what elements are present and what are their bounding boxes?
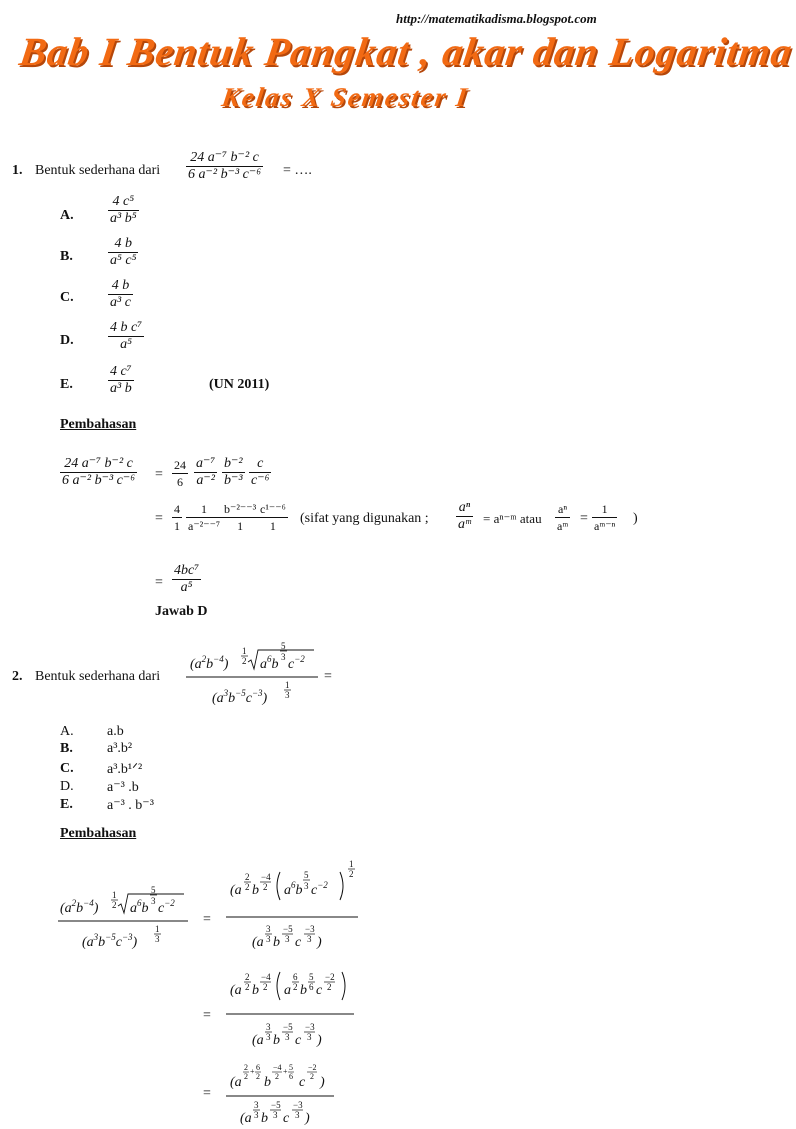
q1-option-c-den: a³ c <box>110 295 131 310</box>
q1-step1-factor-3-num: b⁻² <box>224 456 243 471</box>
svg-text:2: 2 <box>349 869 354 879</box>
q2-step3-equals: = <box>203 1086 211 1101</box>
q1-option-b[interactable] <box>108 236 138 269</box>
svg-text:): ) <box>305 1111 310 1126</box>
chapter-title: Bab I Bentuk Pangkat , akar dan Logaritma <box>16 29 796 74</box>
q1-result-den: a⁵ <box>180 580 193 595</box>
svg-text:2: 2 <box>245 972 250 982</box>
svg-text:2: 2 <box>244 1063 248 1072</box>
q1-property-frac-2-den: aᵐ <box>557 519 569 533</box>
svg-text:5: 5 <box>309 972 314 982</box>
svg-text:): ) <box>317 935 322 950</box>
svg-text:5: 5 <box>289 1063 293 1072</box>
q1-step1-factor-3-den: b⁻³ <box>224 473 243 488</box>
svg-text:b: b <box>252 983 259 998</box>
svg-text:(a3b−5c−3): $(a^3b^{-5}c^{-3})$ <box>212 688 268 706</box>
svg-text:a6b: $a^6b$ <box>284 880 303 898</box>
q1-result <box>172 563 201 596</box>
svg-text:−4: −4 <box>261 972 271 982</box>
svg-text:2: 2 <box>112 900 117 910</box>
svg-text:5: 5 <box>281 641 286 651</box>
q1-step2-factor-3-num: b⁻²⁻⁻³ <box>224 502 257 516</box>
q1-answer: Jawab D <box>155 604 208 619</box>
svg-text:a: a <box>284 983 291 998</box>
q2-option-e[interactable]: a⁻³ . b⁻³ <box>107 798 154 813</box>
svg-text:c−2: $c^{-2}$ <box>311 880 328 898</box>
q1-step1-factor-1 <box>172 457 188 490</box>
svg-text:b: b <box>261 1111 268 1126</box>
svg-text:−5: −5 <box>271 1100 281 1110</box>
q1-step1-lhs-num: 24 a⁻⁷ b⁻² c <box>60 456 137 473</box>
svg-text:2: 2 <box>275 1072 279 1081</box>
q2-option-d[interactable]: a⁻³ .b <box>107 780 139 795</box>
svg-text:3: 3 <box>285 1032 290 1042</box>
q1-expression-denominator: 6 a⁻² b⁻³ c⁻⁶ <box>188 167 262 182</box>
q1-option-a[interactable] <box>108 194 139 227</box>
q1-step1-factor-1-num: 24 <box>174 458 186 472</box>
svg-text:5: 5 <box>304 870 309 880</box>
svg-text:2: 2 <box>242 656 247 666</box>
svg-text:+: + <box>283 1067 288 1076</box>
q1-step2-factor-4-den: 1 <box>269 519 276 533</box>
svg-text:c: c <box>299 1075 306 1090</box>
svg-text:3: 3 <box>266 1032 271 1042</box>
q2-question-text: Bentuk sederhana dari <box>35 669 161 684</box>
q2-step1-rhs <box>222 860 362 956</box>
q1-step1-factor-4-num: c <box>249 456 271 473</box>
q1-option-a-letter: A. <box>60 208 74 223</box>
q1-option-d-letter: D. <box>60 333 74 348</box>
q1-step1-factor-2 <box>194 456 217 489</box>
svg-text:−4: −4 <box>273 1063 282 1072</box>
svg-text:3: 3 <box>266 924 271 934</box>
q1-option-b-den: a⁵ c⁵ <box>110 253 137 268</box>
q1-property-frac-3 <box>592 501 617 534</box>
svg-text:3: 3 <box>254 1100 259 1110</box>
svg-text:(a2b−4): $(a^2b^{-4})$ <box>190 654 229 672</box>
svg-text:3: 3 <box>307 1032 312 1042</box>
svg-text:3: 3 <box>281 652 286 662</box>
svg-text:1: 1 <box>242 646 247 656</box>
svg-text:+: + <box>250 1067 255 1076</box>
svg-text:2: 2 <box>263 882 268 892</box>
svg-text:3: 3 <box>307 934 312 944</box>
svg-text:(a: (a <box>230 983 242 998</box>
svg-text:): ) <box>320 1075 325 1090</box>
svg-text:3: 3 <box>151 896 156 906</box>
class-subtitle: Kelas X Semester I <box>219 82 471 112</box>
svg-text:6: 6 <box>256 1063 260 1072</box>
q1-expression <box>186 150 263 183</box>
svg-text:1: 1 <box>112 890 117 900</box>
q1-question-tail: = …. <box>283 163 312 178</box>
q1-option-d-den: a⁵ <box>120 337 132 352</box>
svg-text:a6b: $a^6b$ <box>130 898 149 916</box>
svg-text:c: c <box>316 983 323 998</box>
q1-step2-factor-1-den: 1 <box>174 519 180 533</box>
q1-step2-factor-3 <box>222 501 258 534</box>
q1-property-frac-3-den: aᵐ⁻ⁿ <box>594 519 616 533</box>
q2-step1-equals: = <box>203 912 211 927</box>
q2-option-a-letter: A. <box>60 724 74 739</box>
svg-text:2: 2 <box>327 982 332 992</box>
svg-text:3: 3 <box>254 1110 259 1120</box>
q1-discussion-label: Pembahasan <box>60 417 137 432</box>
svg-text:b: b <box>273 1033 280 1048</box>
q1-step2-factor-2-den: a⁻²⁻⁻⁷ <box>188 519 221 533</box>
q1-step2-factor-1-num: 4 <box>174 502 180 516</box>
svg-text:b: b <box>273 935 280 950</box>
q1-property-text: (sifat yang digunakan ; <box>300 511 429 526</box>
svg-text:1: 1 <box>349 859 354 869</box>
q1-option-a-num: 4 c⁵ <box>108 194 139 211</box>
q2-question-tail: = <box>324 669 332 684</box>
svg-text:(a: (a <box>230 883 242 898</box>
svg-text:(a: (a <box>230 1075 242 1090</box>
q2-step1-lhs <box>56 880 196 956</box>
blog-url: http://matematikadisma.blogspot.com <box>396 11 597 26</box>
q1-step1-factor-2-den: a⁻² <box>196 473 215 488</box>
svg-text:3: 3 <box>266 1022 271 1032</box>
q2-option-c[interactable]: a³.b¹ᐟ² <box>107 762 143 777</box>
svg-text:−3: −3 <box>305 1022 315 1032</box>
q2-step2-equals: = <box>203 1008 211 1023</box>
q1-step2-factor-2 <box>186 501 222 534</box>
svg-text:(a: (a <box>252 935 264 950</box>
q1-option-b-num: 4 b <box>108 236 138 253</box>
svg-text:6: 6 <box>289 1072 293 1081</box>
svg-text:(a: (a <box>252 1033 264 1048</box>
q2-option-b[interactable]: a³.b² <box>107 741 133 756</box>
svg-text:1: 1 <box>285 680 290 690</box>
q1-step2-factor-3-den: 1 <box>237 519 244 533</box>
q1-step1-lhs-den: 6 a⁻² b⁻³ c⁻⁶ <box>62 473 136 488</box>
q1-source: (UN 2011) <box>209 377 270 392</box>
q1-property-frac-1-den: aᵐ <box>458 517 471 532</box>
svg-text:−4: −4 <box>261 872 271 882</box>
q1-property-frac-2-num: aⁿ <box>555 501 570 518</box>
q1-property-frac-2 <box>555 501 570 534</box>
q1-step2-factor-4-num: c¹⁻⁻⁶ <box>260 502 286 516</box>
svg-text:3: 3 <box>266 934 271 944</box>
q2-option-a[interactable]: a.b <box>107 724 124 739</box>
q1-option-d-num: 4 b c⁷ <box>110 320 143 335</box>
q1-property-frac-3-num: 1 <box>592 501 617 518</box>
q1-option-e-letter: E. <box>60 377 73 392</box>
svg-text:3: 3 <box>285 690 290 700</box>
svg-text:(a2b−4): $(a^2b^{-4})$ <box>60 898 99 916</box>
svg-text:c−2: $c^{-2}$ <box>158 898 175 916</box>
q1-option-c-num: 4 b <box>108 278 133 295</box>
q1-step1-lhs <box>60 456 137 489</box>
svg-text:2: 2 <box>310 1072 314 1081</box>
svg-text:3: 3 <box>285 934 290 944</box>
q1-option-c[interactable] <box>108 278 133 311</box>
svg-text:c: c <box>295 935 302 950</box>
q2-number: 2. <box>12 669 23 684</box>
q1-number: 1. <box>12 163 23 178</box>
q1-step2-factor-2-num: 1 <box>186 501 222 518</box>
q1-option-c-letter: C. <box>60 290 74 305</box>
svg-text:5: 5 <box>151 885 156 895</box>
svg-text:6: 6 <box>293 972 298 982</box>
svg-text:a6b: $a^6b$ <box>260 654 279 672</box>
q2-expression <box>182 636 332 712</box>
svg-text:3: 3 <box>304 881 309 891</box>
q1-property-equals: = aⁿ⁻ᵐ atau <box>483 511 542 526</box>
svg-text:): ) <box>317 1033 322 1048</box>
q1-expression-numerator: 24 a⁻⁷ b⁻² c <box>186 150 263 167</box>
svg-text:c: c <box>283 1111 290 1126</box>
svg-text:c: c <box>295 1033 302 1048</box>
svg-text:2: 2 <box>245 882 250 892</box>
q2-step2-rhs <box>222 962 362 1054</box>
q2-option-b-letter: B. <box>60 741 73 756</box>
svg-text:2: 2 <box>293 982 298 992</box>
svg-text:−2: −2 <box>308 1063 317 1072</box>
svg-text:6: 6 <box>309 982 314 992</box>
svg-text:3: 3 <box>155 934 160 944</box>
q1-property-close: ) <box>633 511 638 526</box>
q1-step2-factor-1 <box>172 501 182 534</box>
q1-option-d[interactable] <box>108 320 144 353</box>
svg-text:−5: −5 <box>283 1022 293 1032</box>
svg-text:2: 2 <box>256 1072 260 1081</box>
q1-question-text: Bentuk sederhana dari <box>35 163 161 178</box>
q1-result-num: 4bc⁷ <box>174 563 200 578</box>
q1-step2-factor-4 <box>258 501 288 534</box>
q1-property-frac-1-num: aⁿ <box>456 500 473 517</box>
svg-text:b: b <box>264 1075 271 1090</box>
q1-option-e[interactable] <box>108 364 134 397</box>
svg-text:−2: −2 <box>325 972 335 982</box>
svg-text:2: 2 <box>263 982 268 992</box>
svg-text:(a3b−5c−3): $(a^3b^{-5}c^{-3})$ <box>82 932 138 950</box>
svg-text:−3: −3 <box>293 1100 303 1110</box>
q1-option-e-den: a³ b <box>110 381 132 396</box>
svg-text:3: 3 <box>273 1110 278 1120</box>
q1-step1-factor-1-den: 6 <box>177 475 183 489</box>
q1-step2-equals: = <box>155 511 163 526</box>
svg-text:2: 2 <box>245 982 250 992</box>
q2-option-c-letter: C. <box>60 761 74 776</box>
q2-option-e-letter: E. <box>60 797 73 812</box>
svg-text:−5: −5 <box>283 924 293 934</box>
svg-text:(a: (a <box>240 1111 252 1126</box>
q2-step3-rhs <box>222 1056 362 1128</box>
q1-step1-factor-3 <box>222 456 245 489</box>
svg-text:c−2: $c^{-2}$ <box>288 654 305 672</box>
q1-step1-factor-4-den: c⁻⁶ <box>251 473 270 488</box>
q1-option-e-num: 4 c⁷ <box>108 364 134 381</box>
q1-step1-factor-2-num: a⁻⁷ <box>196 456 216 471</box>
svg-text:2: 2 <box>245 872 250 882</box>
q1-option-b-letter: B. <box>60 249 73 264</box>
svg-text:b: b <box>252 883 259 898</box>
svg-text:b: b <box>300 983 307 998</box>
svg-text:1: 1 <box>155 924 160 934</box>
q1-step1-equals: = <box>155 467 163 482</box>
q1-result-equals: = <box>155 575 163 590</box>
svg-text:2: 2 <box>244 1072 248 1081</box>
q1-option-a-den: a³ b⁵ <box>110 211 137 226</box>
q1-property-frac-1 <box>456 500 473 533</box>
q1-step1-factor-4 <box>249 456 271 489</box>
q1-property-equals-2: = <box>580 511 588 526</box>
svg-text:3: 3 <box>295 1110 300 1120</box>
svg-text:−3: −3 <box>305 924 315 934</box>
q2-option-d-letter: D. <box>60 779 74 794</box>
q2-discussion-label: Pembahasan <box>60 826 137 841</box>
